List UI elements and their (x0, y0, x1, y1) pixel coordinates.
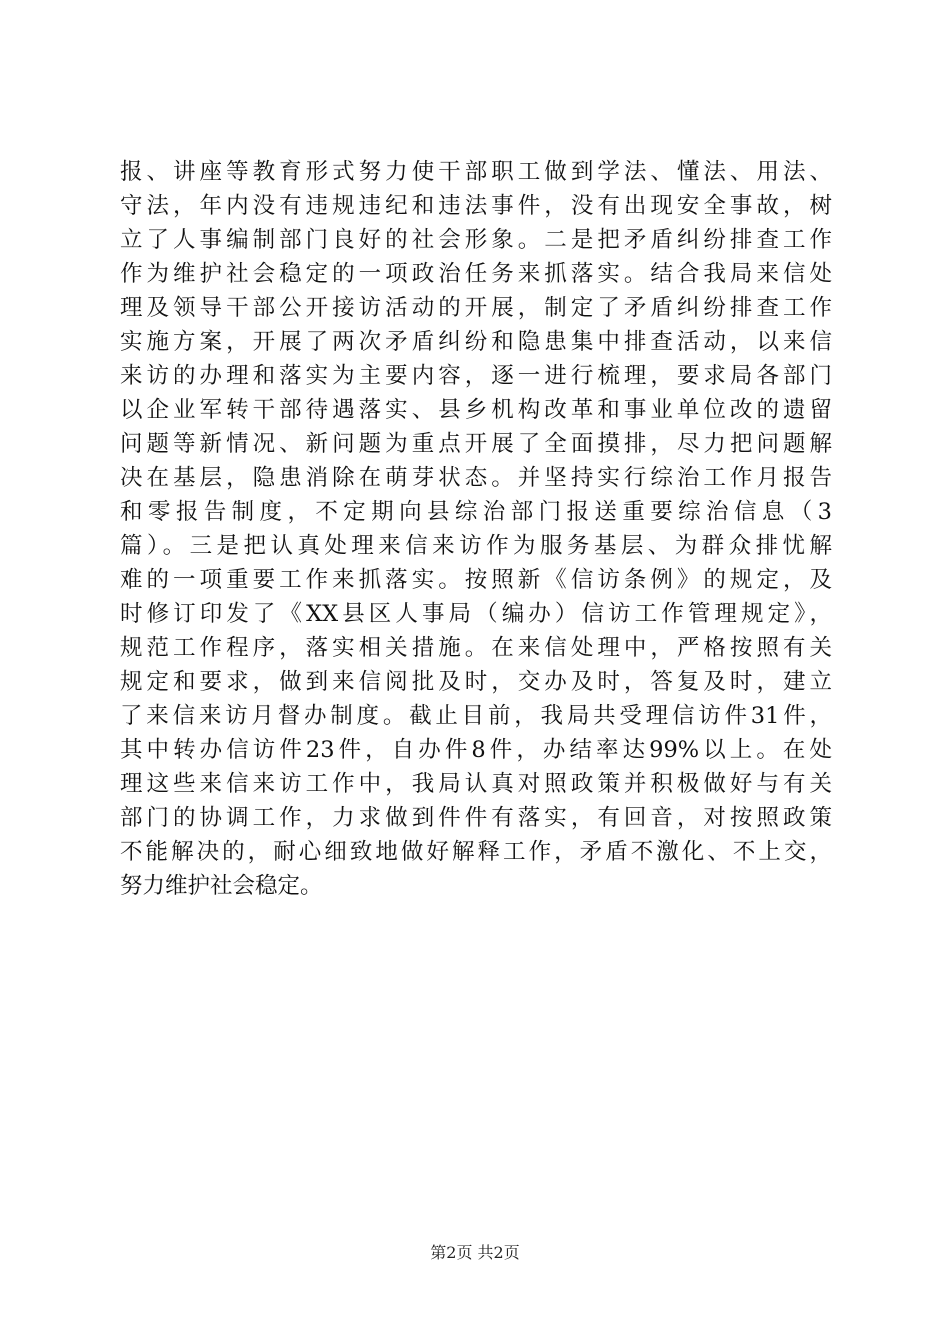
text-line-16: 规定和要求，做到来信阅批及时，交办及时，答复及时，建立 (120, 669, 832, 695)
text-line-3: 立了人事编制部门良好的社会形象。二是把矛盾纠纷排查工作 (120, 227, 832, 253)
text-line-12: 篇）。三是把认真处理来信来访作为服务基层、为群众排忧解 (120, 533, 832, 559)
text-line-2: 守法，年内没有违规违纪和违法事件，没有出现安全事故，树 (120, 193, 832, 219)
text-line-21: 不能解决的，耐心细致地做好解释工作，矛盾不激化、不上交， (120, 839, 832, 865)
text-line-9: 问题等新情况、新问题为重点开展了全面摸排，尽力把问题解 (120, 431, 832, 457)
text-line-20: 部门的协调工作，力求做到件件有落实，有回音，对按照政策 (120, 805, 832, 831)
text-line-17: 了来信来访月督办制度。截止目前，我局共受理信访件31件， (120, 703, 832, 729)
text-line-15: 规范工作程序，落实相关措施。在来信处理中，严格按照有关 (120, 635, 832, 661)
text-line-22: 努力维护社会稳定。 (120, 873, 323, 899)
text-line-7: 来访的办理和落实为主要内容，逐一进行梳理，要求局各部门 (120, 363, 832, 389)
text-line-1: 报、讲座等教育形式努力使干部职工做到学法、懂法、用法、 (120, 159, 832, 185)
text-line-19: 理这些来信来访工作中，我局认真对照政策并积极做好与有关 (120, 771, 832, 797)
text-line-10: 决在基层，隐患消除在萌芽状态。并坚持实行综治工作月报告 (120, 465, 832, 491)
text-line-6: 实施方案，开展了两次矛盾纠纷和隐患集中排查活动，以来信 (120, 329, 832, 355)
text-line-13: 难的一项重要工作来抓落实。按照新《信访条例》的规定，及 (120, 567, 832, 593)
text-line-5: 理及领导干部公开接访活动的开展，制定了矛盾纠纷排查工作 (120, 295, 832, 321)
text-line-4: 作为维护社会稳定的一项政治任务来抓落实。结合我局来信处 (120, 261, 832, 287)
text-line-14: 时修订印发了《XX县区人事局（编办）信访工作管理规定》， (120, 601, 832, 627)
text-line-11: 和零报告制度，不定期向县综治部门报送重要综治信息（3 (120, 499, 832, 525)
page-number-footer: 第2页 共2页 (430, 1243, 520, 1262)
text-line-18: 其中转办信访件23件，自办件8件，办结率达99%以上。在处 (120, 737, 832, 763)
text-line-8: 以企业军转干部待遇落实、县乡机构改革和事业单位改的遗留 (120, 397, 832, 423)
